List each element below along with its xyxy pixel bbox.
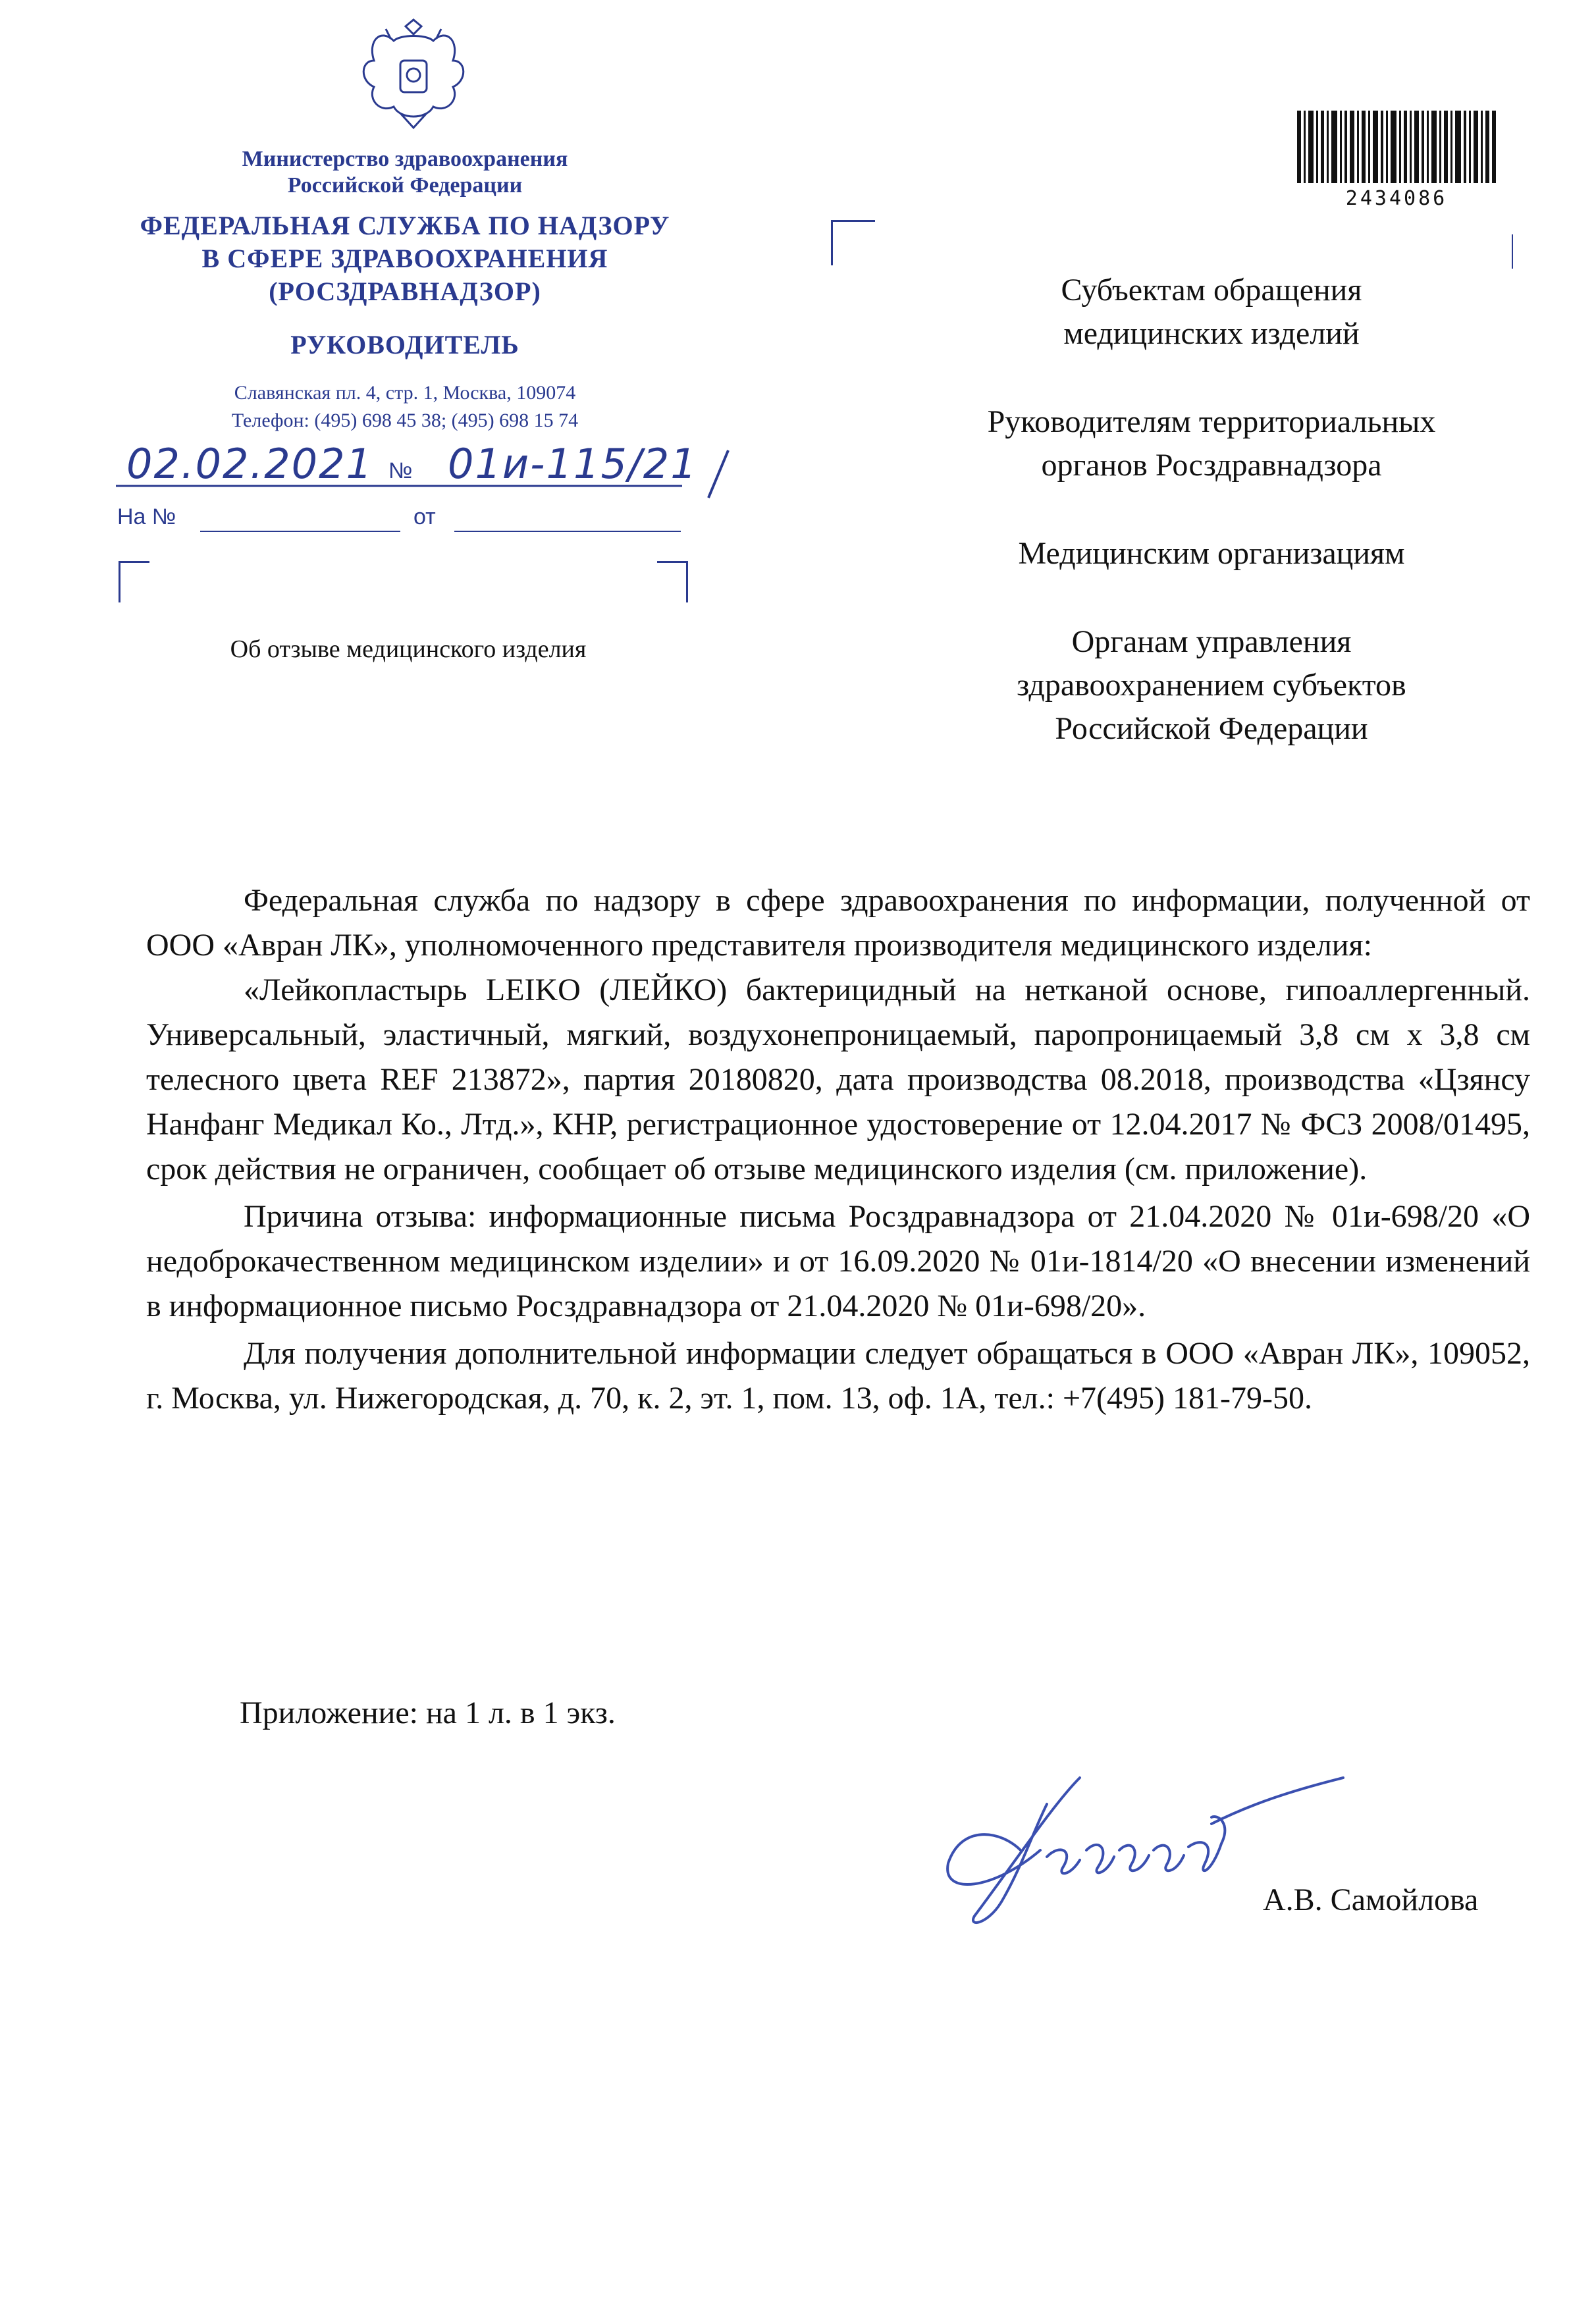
body-paragraph-4: Для получения дополнительной информации следует обращаться в ООО «Авран ЛК», 109052, г. Москва, ул. Нижегородская, д. 70, к. 2, эт. 1, пом. 13, оф. 1А, тел.: +7(495) 181-79-50. <box>146 1336 1530 1416</box>
letter-body <box>146 878 1530 1421</box>
letter-subject: Об отзыве медицинского изделия <box>230 635 587 663</box>
phone: Телефон: (495) 698 45 38; (495) 698 15 74 <box>231 410 579 431</box>
signer-name: А.В. Самойлова <box>1263 1882 1479 1917</box>
address-bracket-right <box>1512 234 1513 269</box>
agency-line-1: ФЕДЕРАЛЬНАЯ СЛУЖБА ПО НАДЗОРУ <box>140 211 670 240</box>
reference-date-line <box>454 531 681 532</box>
recipient-group <box>909 400 1514 487</box>
recipient-line: Субъектам обращения <box>1061 273 1362 307</box>
registration-number: 01и-115/21 <box>448 440 698 488</box>
recipient-line: органов Росздравнадзора <box>1041 448 1382 483</box>
recipient-group <box>909 269 1514 356</box>
agency-name <box>99 209 711 308</box>
recipient-line: Медицинским организациям <box>1018 536 1405 571</box>
agency-line-3: (РОСЗДРАВНАДЗОР) <box>269 277 541 306</box>
coat-of-arms-emblem <box>354 14 473 133</box>
recipient-line: Российской Федерации <box>1055 711 1368 746</box>
body-paragraph-3: Причина отзыва: информационные письма Росздравнадзора от 21.04.2020 № 01и-698/20 «О недоброкачественном медицинском изделии» и от 16.09.2020 № 01и-1814/20 «О внесении изменений в информационное письмо Росздравнадзора от 21.04.2020 № 01и-698/20». <box>146 1199 1530 1323</box>
subject-bracket-right <box>657 561 688 602</box>
body-paragraph-1: Федеральная служба по надзору в сфере здравоохранения по информации, полученной от ООО «Авран ЛК», уполномоченного представителя производителя медицинского изделия: <box>146 883 1530 963</box>
recipient-group <box>909 620 1514 751</box>
attachment-note: Приложение: на 1 л. в 1 экз. <box>240 1695 616 1730</box>
recipients-block <box>909 269 1514 795</box>
recipient-line: Руководителям территориальных <box>987 404 1436 439</box>
registration-date: 02.02.2021 <box>126 440 373 488</box>
recipient-line: Органам управления <box>1071 624 1352 659</box>
address-block <box>99 379 711 435</box>
ministry-line-2: Российской Федерации <box>287 173 523 198</box>
reference-number-line <box>200 531 400 532</box>
barcode <box>1297 111 1496 192</box>
recipient-line: медицинских изделий <box>1063 316 1360 351</box>
reference-from-label: от <box>413 504 436 529</box>
head-title: РУКОВОДИТЕЛЬ <box>290 330 519 360</box>
address: Славянская пл. 4, стр. 1, Москва, 109074 <box>234 382 576 404</box>
registration-number-sign: № <box>388 458 413 483</box>
recipient-line: здравоохранением субъектов <box>1017 668 1406 703</box>
address-bracket-left <box>831 220 875 265</box>
subject-bracket-left <box>119 561 149 602</box>
recipient-group <box>909 532 1514 575</box>
agency-line-2: В СФЕРЕ ЗДРАВООХРАНЕНИЯ <box>201 244 608 273</box>
ministry-name <box>99 146 711 199</box>
barcode-number: 2434086 <box>1345 187 1448 210</box>
handwritten-signature <box>922 1751 1350 1949</box>
reference-label: На № <box>117 504 176 529</box>
body-paragraph-2: «Лейкопластырь LEIKO (ЛЕЙКО) бактерицидный на нетканой основе, гипоаллергенный. Универсальный, эластичный, мягкий, воздухонепроницаемый, паропроницаемый 3,8 см х 3,8 см телесного цвета REF 213872», партия 20180820, дата производства 08.2018, производства «Цзянсу Нанфанг Медикал Ко., Лтд.», КНР, регистрационное удостоверение от 12.04.2017 № ФСЗ 2008/01495, срок действия не ограничен, сообщает об отзыве медицинского изделия (см. приложение). <box>146 972 1530 1186</box>
ministry-line-1: Министерство здравоохранения <box>242 147 568 171</box>
